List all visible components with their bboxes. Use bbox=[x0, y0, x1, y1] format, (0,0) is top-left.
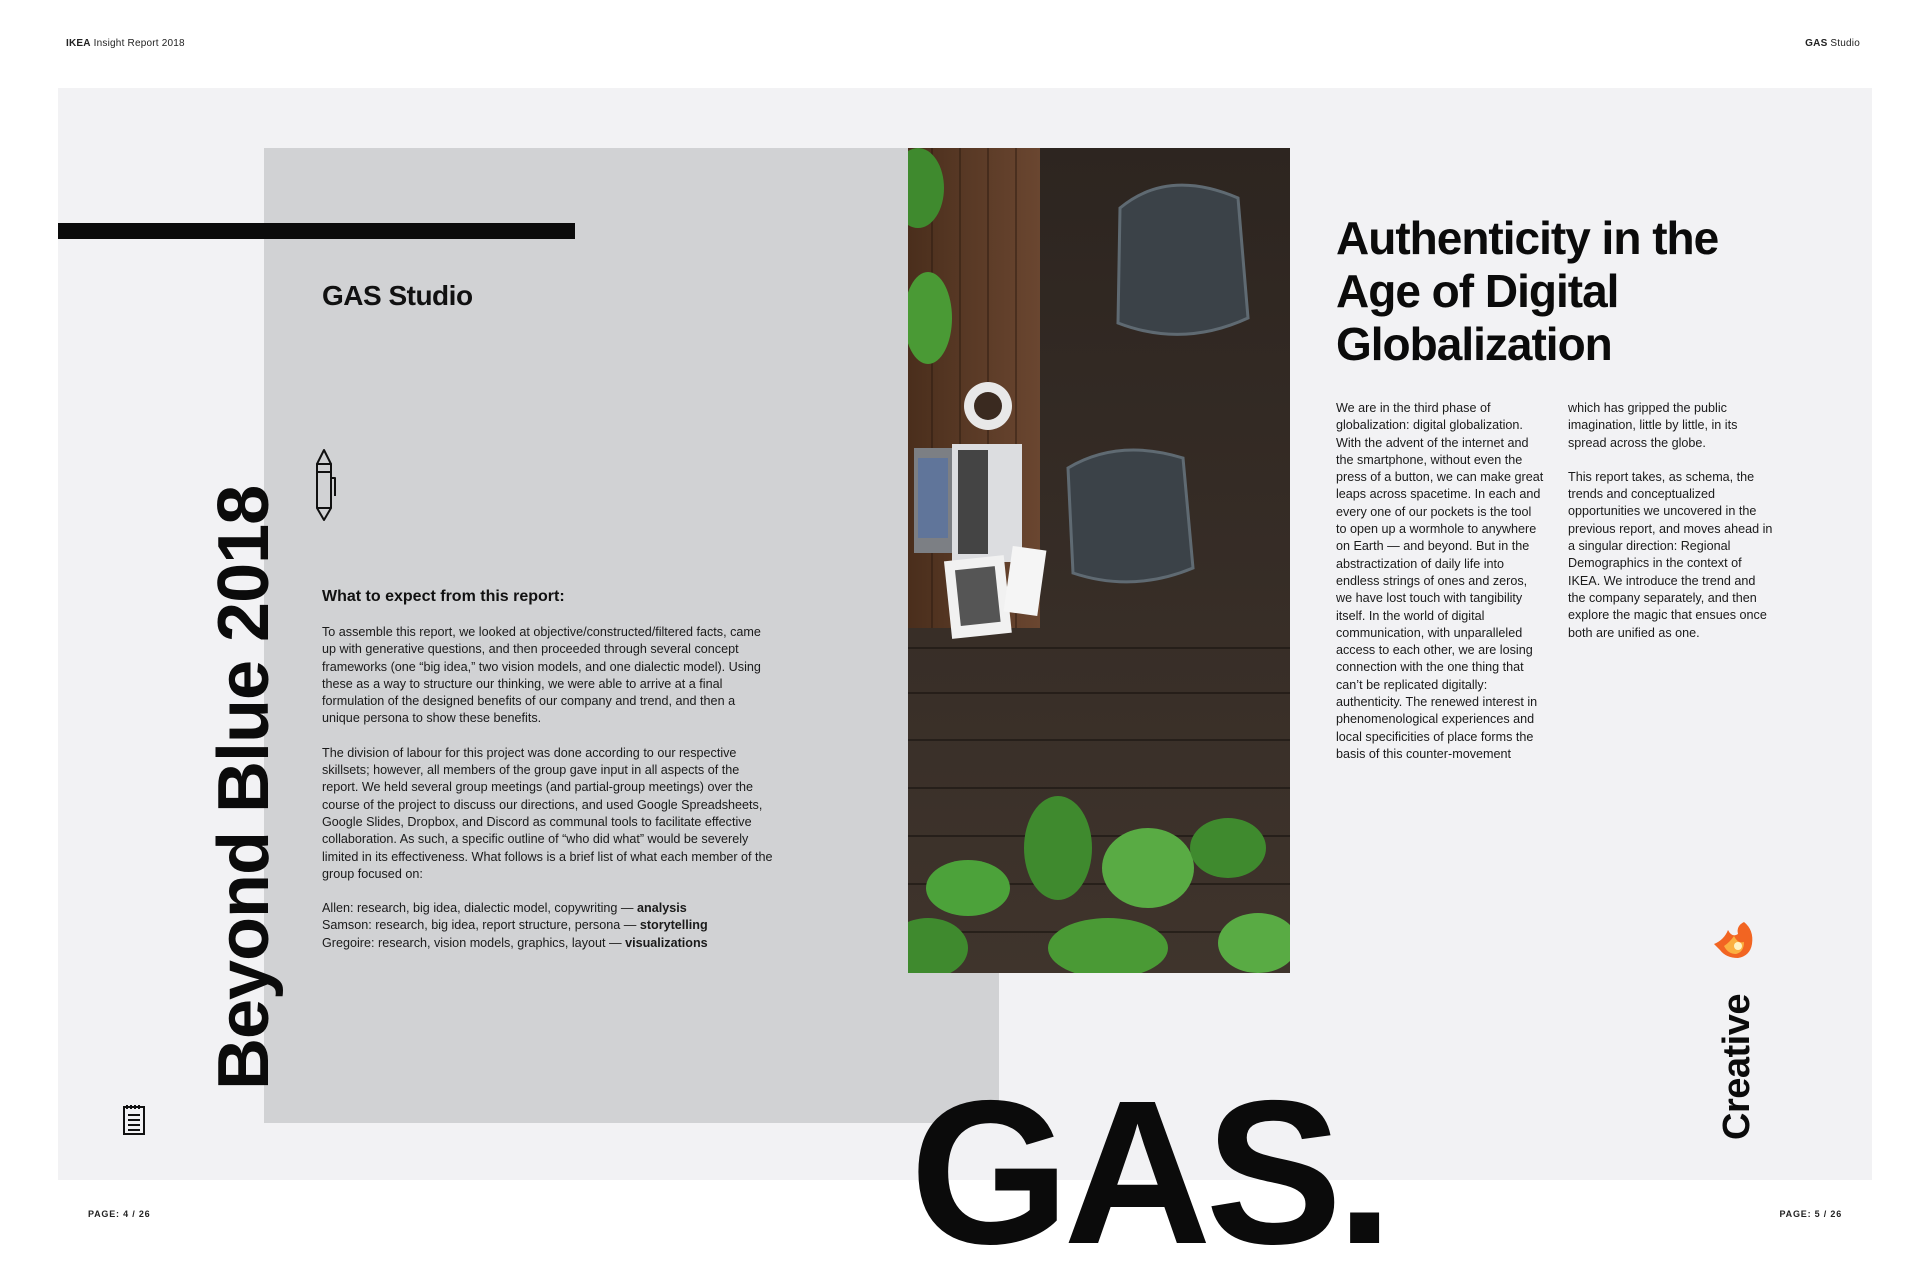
member-item bbox=[322, 917, 774, 934]
article-column-1 bbox=[1336, 400, 1544, 780]
left-body-text bbox=[322, 624, 774, 952]
paragraph: which has gripped the public imagination, little by little, in its spread across the globe. bbox=[1568, 401, 1738, 450]
paragraph: The division of labour for this project was done according to our respective skillsets; however, all members of the group gave input in all aspects of the report. We held several group meetings (and partial-group meetings) over the course of the project to discuss our directions, and used Google Spreadsheets, Google Slides, Dropbox, and Discord as communal tools to facilitate effective collaboration. As such, a specific outline of “who did what” would be severely limited in its effectiveness. What follows is a brief list of what each member of the group focused on: bbox=[322, 745, 773, 881]
header-studio-name: Studio bbox=[1827, 38, 1860, 49]
notepad-icon bbox=[122, 1104, 146, 1136]
member-item bbox=[322, 900, 774, 917]
member-focus: visualizations bbox=[625, 935, 708, 950]
running-header-left bbox=[66, 38, 185, 49]
member-list bbox=[322, 900, 774, 952]
member-name: Samson: bbox=[322, 918, 372, 933]
studio-title: GAS Studio bbox=[322, 280, 473, 311]
member-item bbox=[322, 935, 774, 952]
article-title: Authenticity in the Age of Digital Globalization bbox=[1336, 212, 1719, 370]
vertical-creative: Creative bbox=[1716, 994, 1758, 1140]
paragraph: This report takes, as schema, the trends and conceptualized opportunities we uncovered in the previous report, and moves ahead in a singular direction: Regional Demographics in the context of IKEA. We introduce the trend and the company separately, and then explore the magic that ensues once both are unified as one. bbox=[1568, 469, 1773, 640]
header-studio-brand: GAS bbox=[1805, 38, 1828, 49]
black-bar bbox=[58, 223, 575, 239]
member-focus: storytelling bbox=[639, 918, 708, 933]
running-header-right bbox=[1805, 38, 1860, 49]
page-number-right: PAGE: 5 / 26 bbox=[1779, 1209, 1842, 1219]
section-title: What to expect from this report: bbox=[322, 588, 565, 605]
workspace-photo bbox=[908, 148, 1290, 973]
gas-wordmark: GAS. bbox=[910, 1058, 1388, 1287]
member-name: Gregoire: bbox=[322, 935, 375, 950]
header-brand: IKEA bbox=[66, 38, 91, 49]
article-column-2 bbox=[1568, 400, 1776, 659]
paragraph: To assemble this report, we looked at objective/constructed/filtered facts, came up with generative questions, and then proceeded through several concept frameworks (one “big idea,” two vision models, and one dialectic model). Using these as a way to structure our thinking, we were able to arrive at a final formulation of the designed benefits of our company and trend, and then a unique persona to show these benefits. bbox=[322, 625, 761, 726]
member-tasks: research, big idea, report structure, persona — bbox=[371, 918, 640, 933]
member-name: Allen: bbox=[322, 901, 354, 916]
member-tasks: research, big idea, dialectic model, copywriting — bbox=[353, 901, 638, 916]
member-tasks: research, vision models, graphics, layout — bbox=[374, 935, 626, 950]
member-focus: analysis bbox=[637, 901, 687, 916]
flame-icon bbox=[1710, 920, 1756, 960]
paragraph: We are in the third phase of globalization: digital globalization. With the advent of the internet and the smartphone, without even the press of a button, we can make great leaps across spacetime. In each and every one of our pockets is the tool to open up a wormhole to anywhere on Earth — and beyond. But in the abstractization of daily life into endless strings of ones and zeros, we have lost touch with tangibility itself. In the world of digital communication, with unparalleled access to each other, we are losing connection with the one thing that can’t be replicated digitally: authenticity. The renewed interest in phenomenological experiences and local specificities of place forms the basis of this counter-movement bbox=[1336, 401, 1544, 761]
page-number-left: PAGE: 4 / 26 bbox=[88, 1209, 151, 1219]
header-report-name: Insight Report 2018 bbox=[90, 38, 185, 49]
vertical-title: Beyond Blue 2018 bbox=[204, 485, 284, 1090]
pen-icon bbox=[310, 448, 338, 524]
